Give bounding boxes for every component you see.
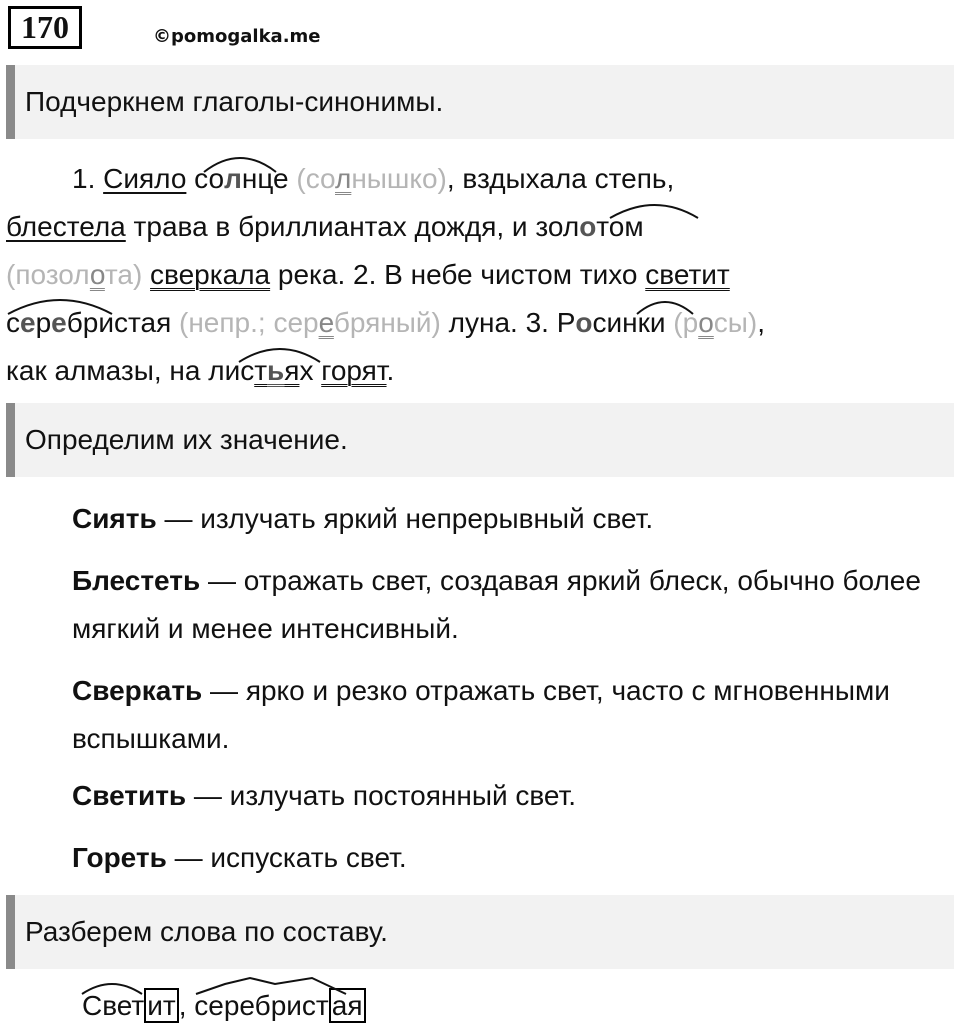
- root-serebrist: серебрист: [194, 990, 329, 1021]
- exercise-text-line-3: (позолота) сверкала река. 2. В небе чистом тихо светит: [6, 259, 730, 290]
- definition-sverkat: Сверкать — ярко и резко отражать свет, часто с мгновенными вспышками.: [72, 675, 890, 754]
- exercise-number: 170: [8, 6, 82, 49]
- verb-siyalo: Сияло: [103, 163, 187, 194]
- exercise-text-line-4: серебристая (непр.; серебряный) луна. 3. Росинки (росы),: [6, 307, 766, 338]
- section-header-meaning: Определим их значение.: [6, 403, 954, 477]
- section-header-parsing: Разберем слова по составу.: [6, 895, 954, 969]
- ending-it: ит: [144, 988, 178, 1023]
- verb-svetit: светит: [645, 259, 730, 290]
- definition-svetit: Светить — излучать постоянный свет.: [72, 780, 577, 811]
- verb-sverkala: сверкала: [150, 259, 271, 290]
- definition-goret: Гореть — испускать свет.: [72, 842, 407, 873]
- definition-siyat: Сиять — излучать яркий непрерывный свет.: [72, 503, 654, 534]
- exercise-text-line-1: 1. Сияло солнце (солнышко), вздыхала степь,: [72, 163, 675, 194]
- exercise-text-line-5: как алмазы, на листьях горят.: [6, 355, 395, 386]
- exercise-text-line-2: блестела трава в бриллиантах дождя, и золотом: [6, 211, 644, 242]
- root-svet: Свет: [82, 990, 145, 1021]
- copyright-label: ©pomogalka.me: [153, 26, 321, 47]
- section-header-underline-verbs: Подчеркнем глаголы-синонимы.: [6, 65, 954, 139]
- verb-goryat: горят: [321, 355, 387, 386]
- ending-aya: ая: [329, 988, 366, 1023]
- verb-blestela: блестела: [6, 211, 126, 242]
- word-parsing-line: Свет ит , серебрист ая: [82, 982, 960, 1030]
- definition-blestet: Блестеть — отражать свет, создавая яркий блеск, обычно более мягкий и менее интенсивный.: [72, 565, 921, 644]
